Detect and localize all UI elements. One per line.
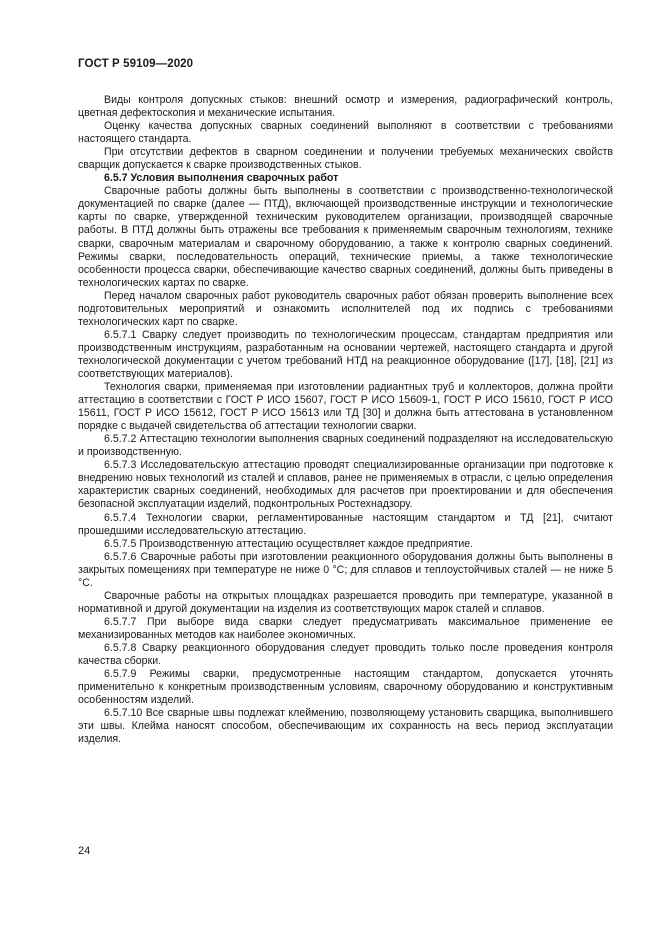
paragraph: Технология сварки, применяемая при изготовлении радиантных труб и коллекторов, должна пройти аттестацию в соответствии с ГОСТ Р ИСО 15607, ГОСТ Р ИСО 15609-1, ГОСТ Р ИСО 15610, ГОСТ Р ИСО 15611, ГОСТ Р ИСО 15612, ГОСТ Р ИСО 15613 или ТД [30] и должна быть аттестована в установленном порядке с выдачей свидетельства об аттестации технологии сварки. — [78, 381, 613, 433]
paragraph: При отсутствии дефектов в сварном соединении и получении требуемых механических свойств сварщик допускается к сварке производственных стыков. — [78, 146, 613, 172]
section-heading: 6.5.7 Условия выполнения сварочных работ — [104, 172, 339, 185]
paragraph: 6.5.7.3 Исследовательскую аттестацию проводят специализированные организации при подготовке к внедрению новых технологий из сталей и сплавов, ранее не применяемых в отрасли, с целью определения характеристик сварных соединений, необходимых для расчетов при проектировании и для обеспечения безопасной эксплуатации изделий, подконтрольных Ростехнадзору. — [78, 459, 613, 511]
paragraph: 6.5.7.10 Все сварные швы подлежат клеймению, позволяющему установить сварщика, выполнившего эти швы. Клейма наносят способом, обеспечивающим их сохранность на весь период эксплуатации изделия. — [78, 707, 613, 746]
paragraph: Перед началом сварочных работ руководитель сварочных работ обязан проверить выполнение всех подготовительных мероприятий и ознакомить исполнителей под их подпись с требованиями технологических карт по сварке. — [78, 289, 613, 328]
paragraph: 6.5.7.5 Производственную аттестацию осуществляет каждое предприятие. — [104, 537, 474, 550]
paragraph: Сварочные работы должны быть выполнены в соответствии с производственно-технологической документацией по сварке (далее — ПТД), включающей производственные инструкции и технологические карты по сварке, утвержденной техническим руководителем организации, производящей сварочные работы. В ПТД должны быть отражены все требования к применяемым сварочным технологиям, технике сварки, сварочным материалам и сварочному оборудованию, а также к контролю сварных соединений. Режимы сварки, последовательность операций, технические приемы, а также технологические особенности процесса сварки, обеспечивающие качество сварных соединений, должны быть приведены в технологических картах по сварке. — [78, 185, 613, 289]
paragraph: 6.5.7.8 Сварку реакционного оборудования следует проводить только после проведения контроля качества сборки. — [78, 641, 613, 668]
page-number: 24 — [78, 845, 91, 857]
paragraph: 6.5.7.7 При выборе вида сварки следует предусматривать максимальное применение ее механизированных методов как наиболее экономичных. — [78, 615, 613, 641]
paragraph: 6.5.7.2 Аттестацию технологии выполнения сварных соединений подразделяют на исследовательскую и производственную. — [78, 433, 613, 459]
paragraph: Виды контроля допускных стыков: внешний осмотр и измерения, радиографический контроль, цветная дефектоскопия и механические испытания. — [78, 94, 613, 120]
document-body — [78, 94, 613, 746]
paragraph: Оценку качества допускных сварных соединений выполняют в соответствии с требованиями настоящего стандарта. — [78, 120, 613, 146]
paragraph: 6.5.7.6 Сварочные работы при изготовлении реакционного оборудования должны быть выполнены в закрытых помещениях при температуре не ниже 0 °С; для сплавов и теплоустойчивых сталей — не ниже 5 °С. — [78, 550, 613, 589]
document-header: ГОСТ Р 59109—2020 — [78, 58, 194, 70]
paragraph: Сварочные работы на открытых площадках разрешается проводить при температуре, указанной в нормативной и другой документации на изделия из соответствующих марок сталей и сплавов. — [78, 589, 613, 615]
paragraph: 6.5.7.4 Технологии сварки, регламентированные настоящим стандартом и ТД [21], считают прошедшими исследовательскую аттестацию. — [78, 511, 613, 537]
paragraph: 6.5.7.9 Режимы сварки, предусмотренные настоящим стандартом, допускается уточнять применительно к конкретным производственным условиям, сварочному оборудованию и конструктивным особенностям изделий. — [78, 668, 613, 707]
paragraph: 6.5.7.1 Сварку следует производить по технологическим процессам, стандартам предприятия или производственным инструкциям, разработанным на основании чертежей, настоящего стандарта и другой технологической документации с учетом требований НТД на реакционное оборудование ([17], [18], [21] из соответствующих материалов). — [78, 328, 613, 380]
